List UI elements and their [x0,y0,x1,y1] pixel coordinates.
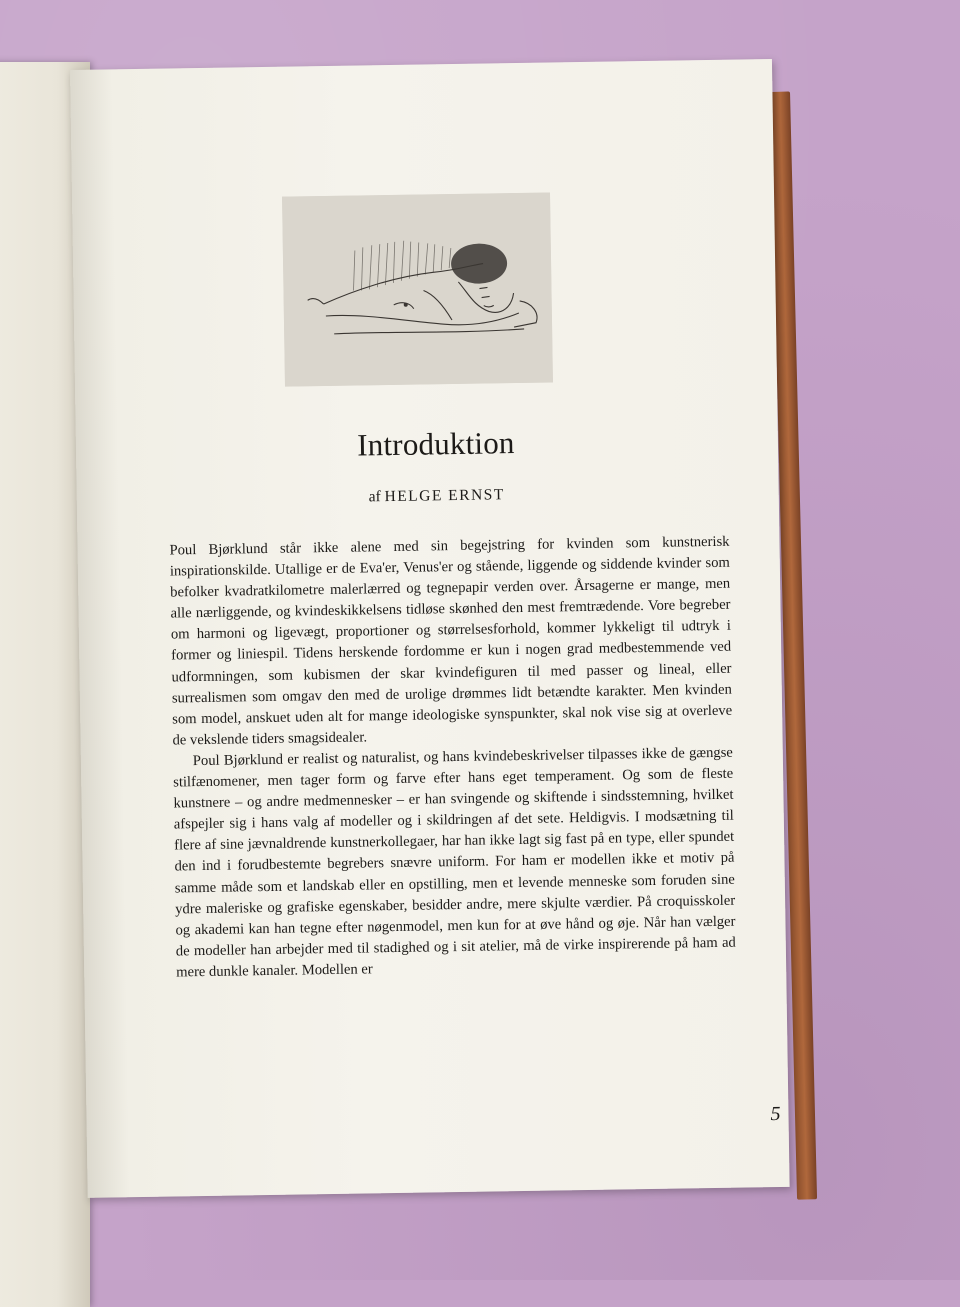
paragraph: Poul Bjørklund står ikke alene med sin begejstring for kvinden som kunstnerisk inspirationskilde. Utallige er de Eva'er, Venus'er og stående, liggende og siddende kvinder som befolker kvadratkilometre malerlærred og tegnepapir verden over. Årsagerne er mange, men alle nærliggende, og kvindeskikkelsens tidløse skønhed den mest fremtrædende. Vore begreber om harmoni og ligevægt, proportioner og størrelsesforhold, kommer lykkeligt til udtryk i former og liniespil. Tidens herskende fordomme er kun i nogen grad medbestemmende ved udformningen, som kubismen der skar kvindefiguren til med passer og lineal, eller surrealismen som omgav den med de urolige drømmes lidt betændte karakter. Men kvinden som model, anskuet uden alt for mange ideologiske synspunkter, skal nok vise sig at overleve de vekslende tiders smagsidealer. [169,533,733,749]
byline [77,482,797,511]
paragraph: Poul Bjørklund er realist og naturalist, og hans kvindebeskrivelser tilpasses ikke de gængse stilfænomener, men tager form og farve efter hans eget temperament. Og som de fleste kunstnere – og andre medmennesker – er han svingende og skiftende i sindsstemning, hvilket afspejler sig i hans valg af modeller og i skildringen af det sete. Heldigvis. I modsætning til flere af sine jævnaldrende kunstnerkollegaer, har han ikke lagt sig fast på en type, eller spundet den ind i forudbestemte begrebers snævre uniform. For ham er modellen ikke et motiv på samme måde som et landskab eller en opstilling, men et levende menneske som foruden sine ydre maleriske og grafiske egenskaber, besidder andre, mere skjulte værdier. På croquisskoler og akademi kan han tegne efter nøgenmodel, men kun for at øve hånd og øje. Når han vælger de modeller han arbejder med til stadighed og i sit atelier, må de virke inspirerende på ham ad mere dunkle kanaler. Modellen er [173,744,736,981]
author-name: HELGE ERNST [384,486,505,506]
page-number: 5 [770,1102,781,1126]
chapter-title: Introduktion [356,425,515,463]
book-page [70,59,790,1198]
reclining-woman-sketch [282,192,553,386]
byline-prefix: af [368,488,381,506]
body-text [169,532,736,984]
